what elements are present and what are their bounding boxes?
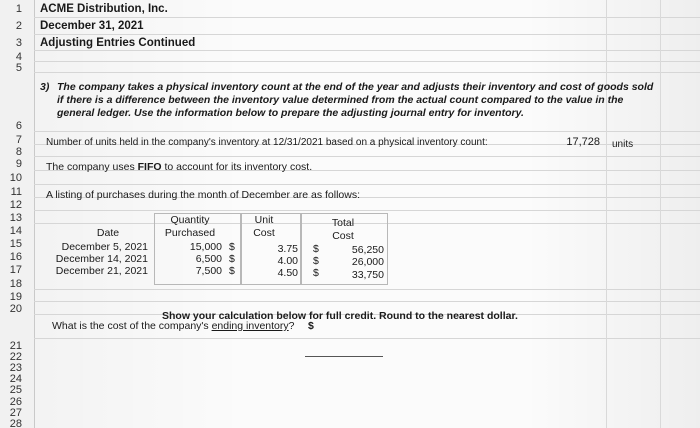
problem-number: 3) <box>40 81 50 93</box>
answer-dollar-sign: $ <box>308 320 314 332</box>
problem-text-line-2: if there is a difference between the inventory value determined from the actual count compared to the value in the <box>57 94 624 106</box>
row-number[interactable]: 2 <box>15 20 22 32</box>
table-row-qty: 6,500 <box>195 253 222 265</box>
row-number[interactable]: 7 <box>15 134 22 146</box>
header-total: Total <box>331 217 355 229</box>
row-number[interactable]: 5 <box>15 62 22 74</box>
row-number[interactable]: 10 <box>9 172 22 184</box>
row-number[interactable]: 16 <box>9 251 22 263</box>
sheet-subtitle: Adjusting Entries Continued <box>40 37 196 49</box>
inventory-count-label: Number of units held in the company's inventory at 12/31/2021 based on a physical inventory count: <box>46 137 488 148</box>
table-row-unit-cost: 4.50 <box>277 267 298 279</box>
row-number[interactable]: 11 <box>10 186 22 198</box>
row-number[interactable]: 17 <box>9 264 22 276</box>
row-number[interactable]: 6 <box>15 120 22 132</box>
row-number[interactable]: 24 <box>9 373 22 385</box>
table-row-total: 33,750 <box>351 269 384 281</box>
table-row-qty-dollar: $ <box>229 265 235 277</box>
row-number[interactable]: 14 <box>9 225 22 237</box>
purchases-intro: A listing of purchases during the month of December are as follows: <box>46 189 360 201</box>
table-row-total: 26,000 <box>351 256 384 268</box>
company-name: ACME Distribution, Inc. <box>40 3 168 15</box>
problem-text-line-1: The company takes a physical inventory count at the end of the year and adjusts their inventory and cost of goods sold <box>57 81 654 93</box>
table-row-total: 56,250 <box>351 244 384 256</box>
table-row-qty-dollar: $ <box>229 241 235 253</box>
header-total-cost: Cost <box>332 230 354 242</box>
table-row-unit-cost: 4.00 <box>277 255 298 267</box>
table-row-unit-dollar: $ <box>313 255 319 267</box>
problem-text-line-3: general ledger. Use the information below to prepare the adjusting journal entry for inventory. <box>57 107 524 119</box>
row-number[interactable]: 13 <box>9 212 22 224</box>
row-number[interactable]: 4 <box>15 51 22 63</box>
ending-inventory-question: What is the cost of the company's ending inventory? <box>52 320 295 332</box>
header-purchased: Purchased <box>164 227 216 239</box>
table-row-date: December 14, 2021 <box>55 253 148 265</box>
inventory-count-unit: units <box>612 139 634 150</box>
header-date: Date <box>96 227 120 239</box>
row-number[interactable]: 25 <box>9 384 22 396</box>
row-number[interactable]: 9 <box>15 158 22 170</box>
statement-date: December 31, 2021 <box>40 20 144 32</box>
row-number[interactable]: 21 <box>9 340 22 352</box>
row-number[interactable]: 28 <box>9 418 22 428</box>
header-unit: Unit <box>254 214 274 226</box>
row-number[interactable]: 23 <box>9 362 22 374</box>
row-number[interactable]: 3 <box>15 37 22 49</box>
costing-method: FIFO <box>137 161 162 173</box>
table-row-qty-dollar: $ <box>229 253 235 265</box>
row-number[interactable]: 8 <box>15 146 22 158</box>
table-row-unit-dollar: $ <box>313 267 319 279</box>
row-number[interactable]: 12 <box>9 199 22 211</box>
calculation-instruction: Show your calculation below for full credit. Round to the nearest dollar. <box>162 310 518 322</box>
table-row-date: December 5, 2021 <box>61 241 148 253</box>
row-number-gutter <box>0 0 35 428</box>
table-row-date: December 21, 2021 <box>55 265 148 277</box>
table-row-unit-cost: 3.75 <box>277 243 298 255</box>
header-quantity: Quantity <box>170 214 210 226</box>
inventory-count-value[interactable]: 17,728 <box>566 136 600 148</box>
row-number[interactable]: 20 <box>9 303 22 315</box>
table-row-qty: 15,000 <box>189 241 222 253</box>
row-number[interactable]: 27 <box>9 407 22 419</box>
row-number[interactable]: 26 <box>9 396 22 408</box>
row-number[interactable]: 18 <box>9 278 22 290</box>
ending-inventory-answer-input[interactable] <box>322 320 382 333</box>
row-number[interactable]: 15 <box>9 238 22 250</box>
ending-inventory-term: ending inventory <box>211 320 289 332</box>
row-number[interactable]: 19 <box>9 291 22 303</box>
table-row-qty: 7,500 <box>195 265 222 277</box>
table-row-unit-dollar: $ <box>313 243 319 255</box>
costing-method-text: The company uses FIFO to account for its inventory cost. <box>46 161 313 173</box>
answer-underline <box>305 356 383 357</box>
header-cost: Cost <box>253 227 275 239</box>
row-number[interactable]: 22 <box>9 351 22 363</box>
row-number[interactable]: 1 <box>15 3 22 15</box>
